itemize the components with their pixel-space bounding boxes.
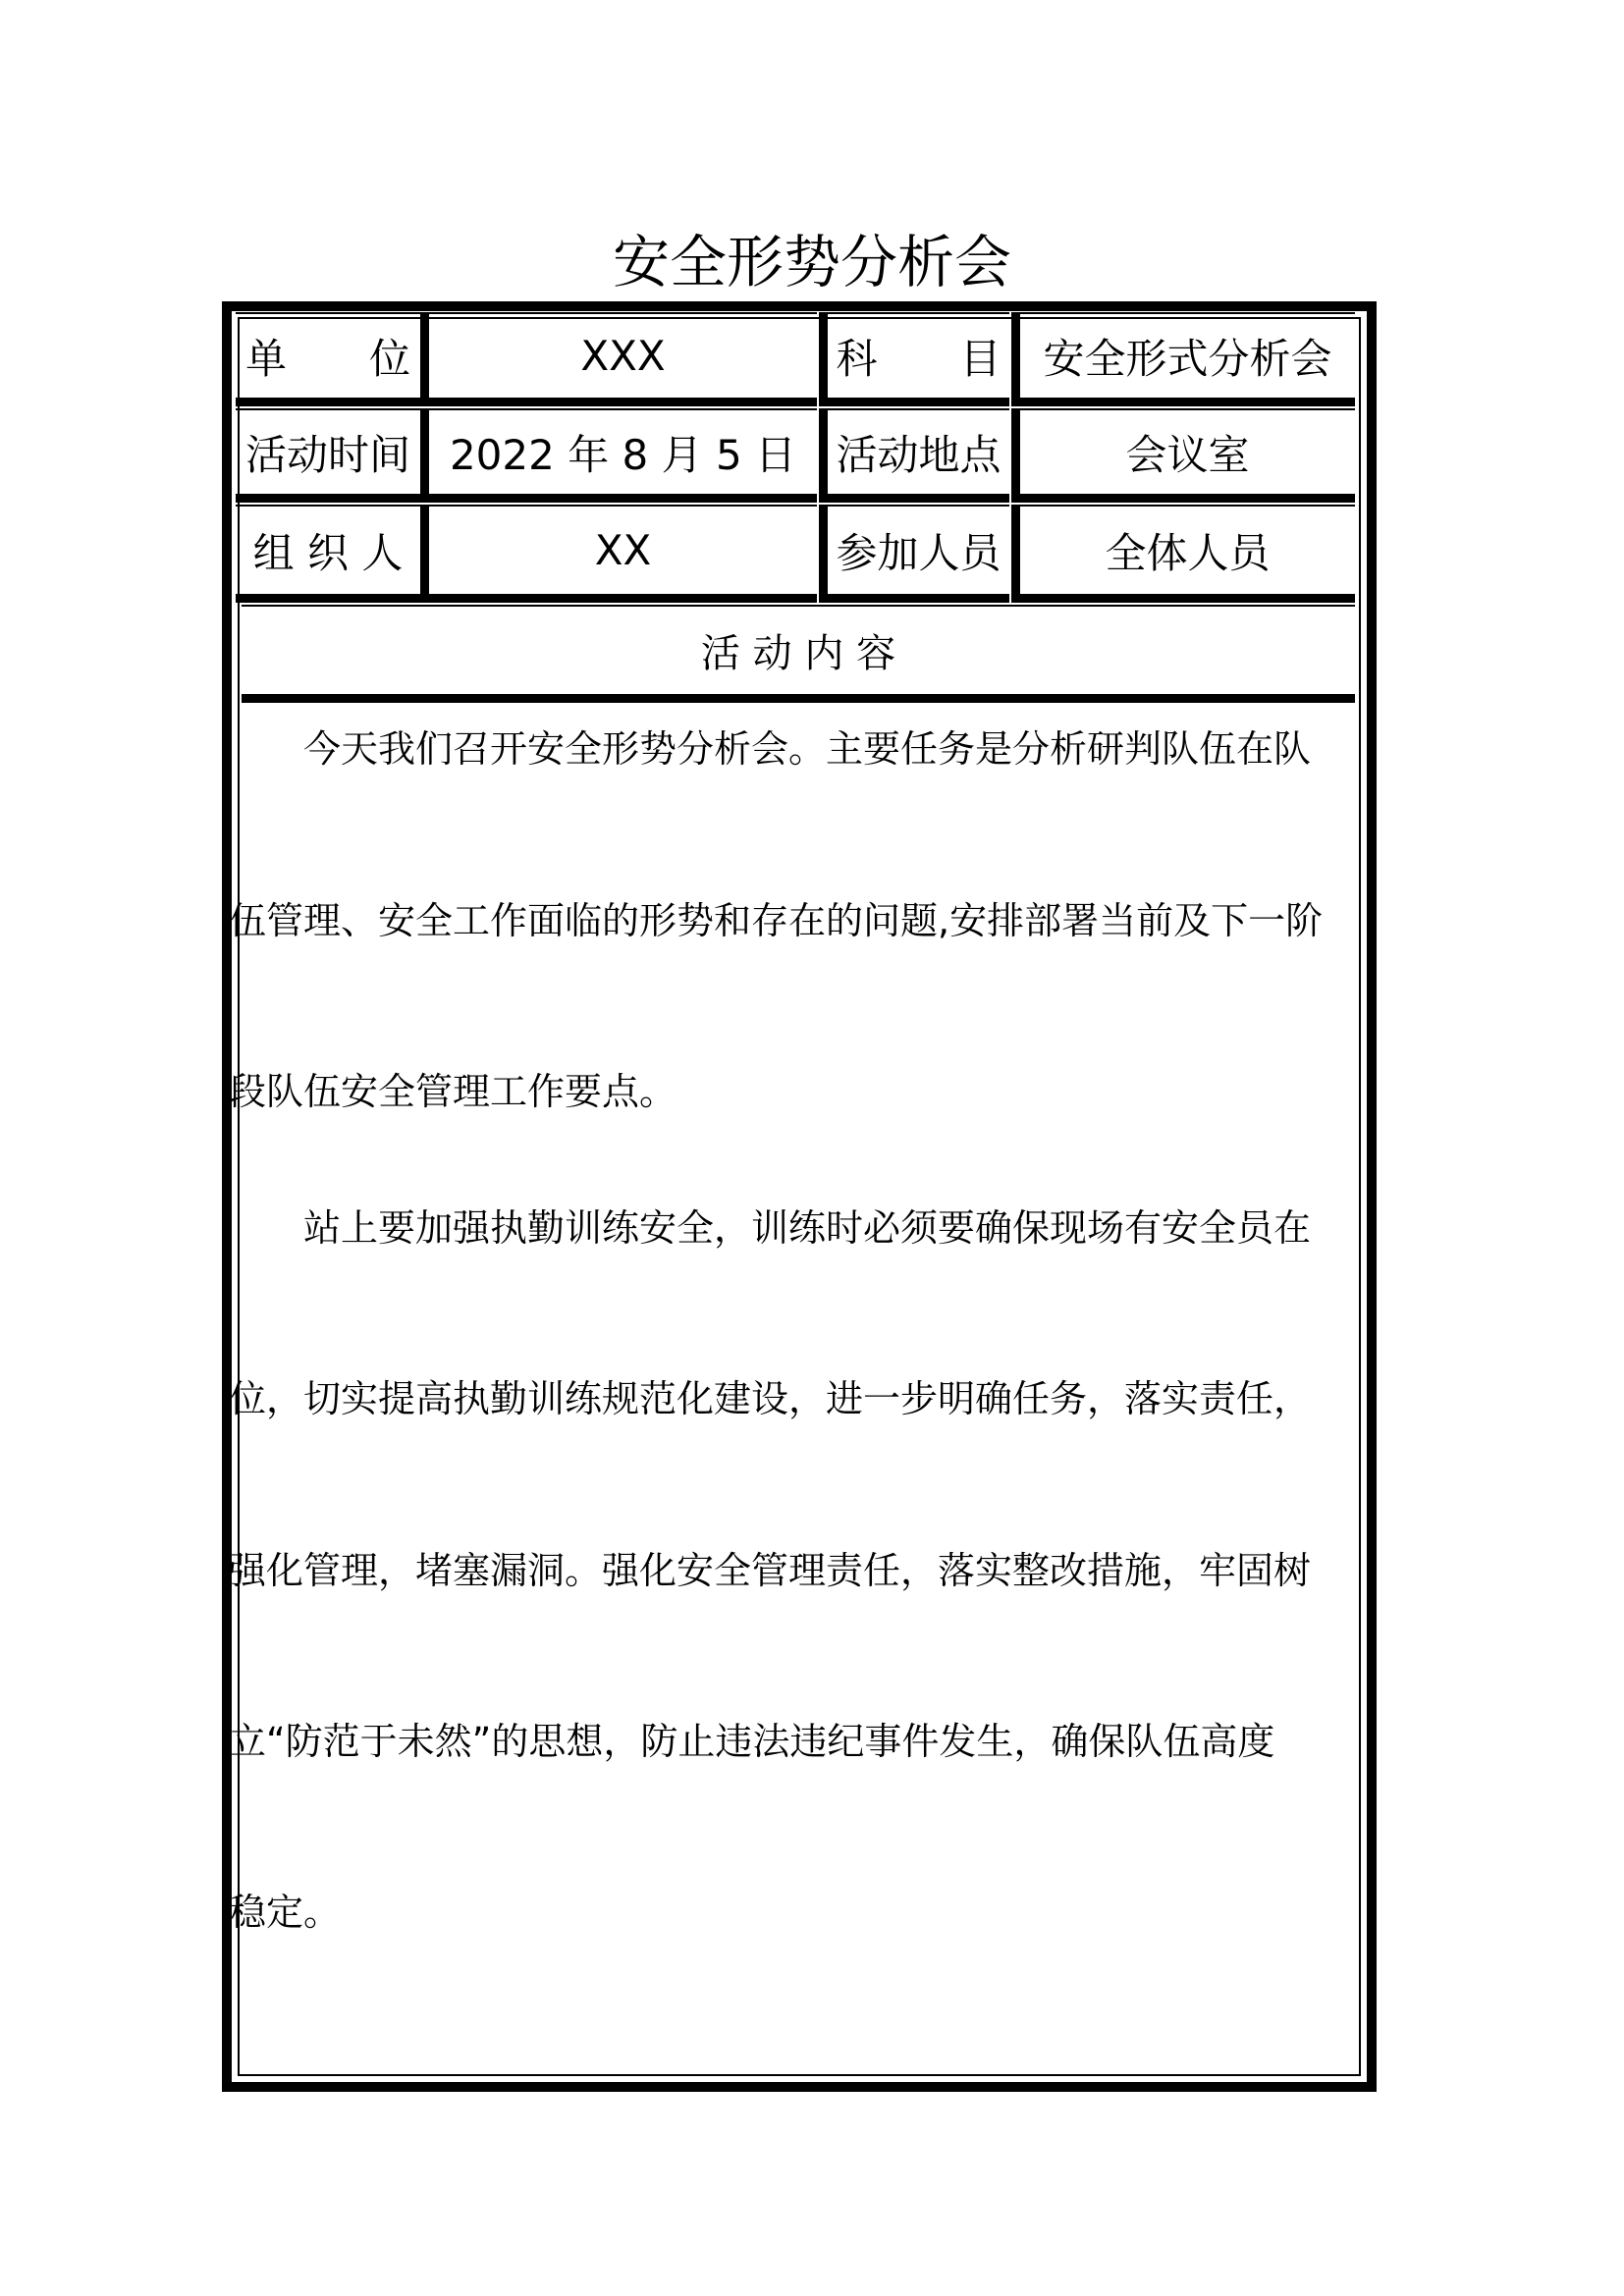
label-text: 单 位	[244, 334, 410, 383]
label-time	[236, 408, 420, 503]
value-organizer	[420, 505, 817, 603]
label-text: 科 目	[836, 334, 1001, 383]
value-time	[420, 408, 817, 503]
label-participants	[819, 505, 1009, 603]
content-line: 强化管理，堵塞漏洞。强化安全管理责任，落实整改措施，牢固树	[229, 1549, 1312, 1592]
content-line: 站上要加强执勤训练安全，训练时必须要确保现场有安全员在	[229, 1206, 1312, 1250]
value-text: XX	[594, 526, 652, 574]
document-title: 安全形势分析会	[612, 229, 1011, 295]
content-line: 伍管理、安全工作面临的形势和存在的问题,安排部署当前及下一阶	[229, 899, 1324, 942]
content-line: 段队伍安全管理工作要点。	[229, 1070, 677, 1113]
value-location	[1011, 408, 1355, 503]
content-line: 稳定。	[229, 1891, 342, 1934]
value-subject	[1011, 312, 1355, 406]
value-unit	[420, 312, 817, 406]
label-text: 组 织 人	[252, 528, 404, 577]
content-line: 位，切实提高执勤训练规范化建设，进一步明确任务，落实责任，	[229, 1377, 1312, 1420]
content-line: 立“防范于未然”的思想，防止违法违纪事件发生，确保队伍高度	[229, 1720, 1275, 1763]
value-text: 全体人员	[1105, 528, 1271, 577]
label-text: 活动时间	[244, 430, 410, 479]
value-participants	[1011, 505, 1355, 603]
value-text: 会议室	[1125, 430, 1250, 479]
content-header-text: 活 动 内 容	[700, 631, 896, 676]
content-header	[242, 605, 1355, 703]
label-text: 参加人员	[836, 528, 1001, 577]
value-text: XXX	[580, 332, 666, 380]
label-unit	[236, 312, 420, 406]
label-location	[819, 408, 1009, 503]
content-line: 今天我们召开安全形势分析会。主要任务是分析研判队伍在队	[229, 727, 1312, 771]
label-organizer	[236, 505, 420, 603]
value-text: 2022 年 8 月 5 日	[449, 430, 797, 479]
value-text: 安全形式分析会	[1043, 334, 1332, 383]
label-text: 活动地点	[836, 430, 1001, 479]
label-subject	[819, 312, 1009, 406]
